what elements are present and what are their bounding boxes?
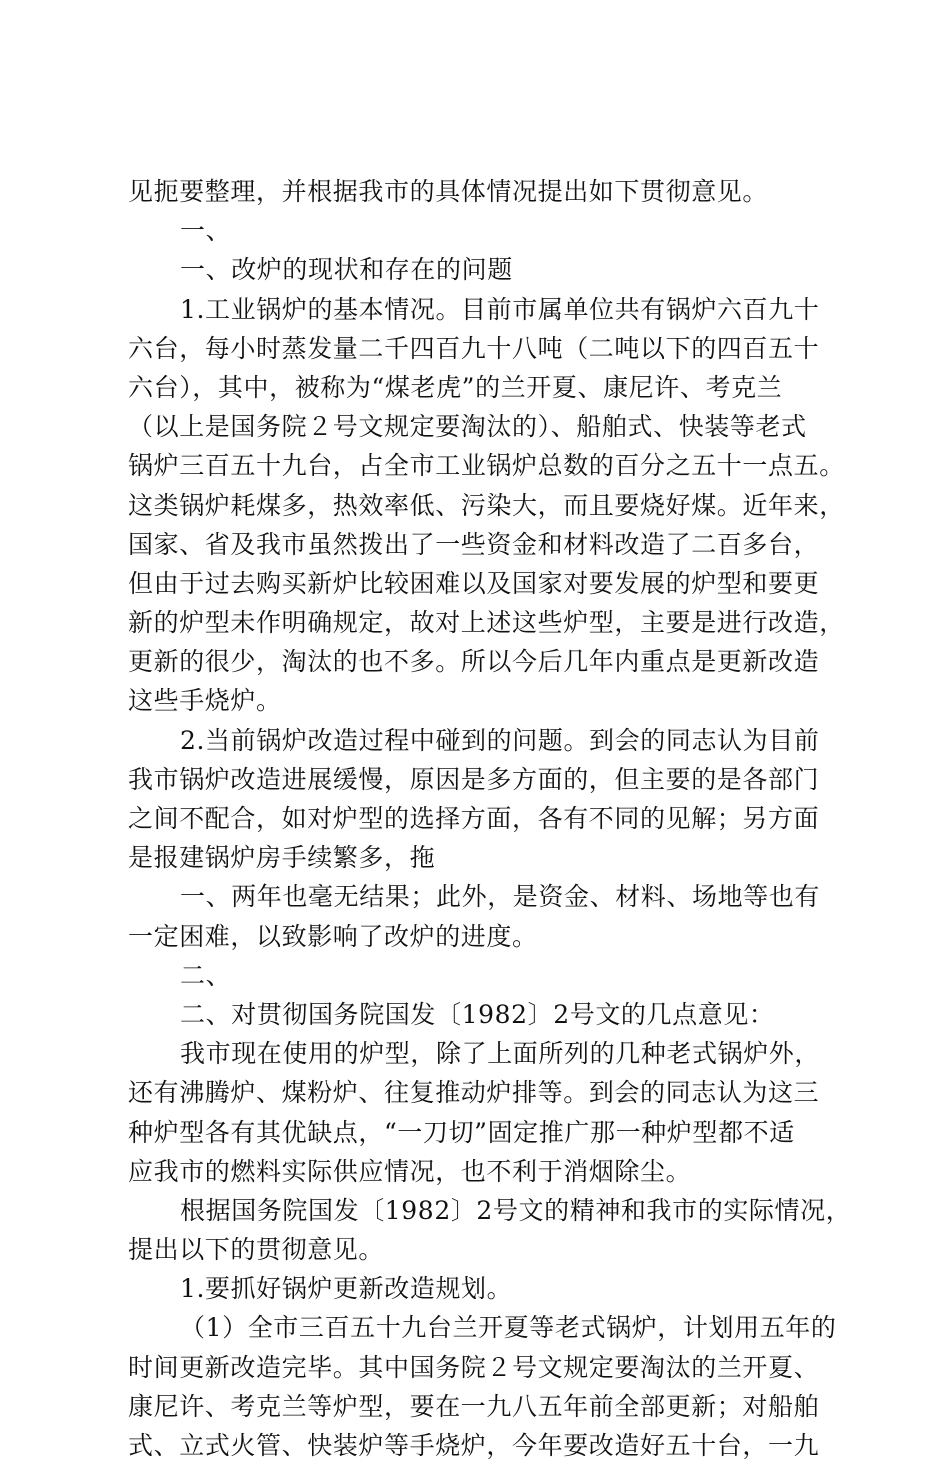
section-marker: 一、 (180, 216, 232, 246)
text-line: 新的炉型未作明确规定，故对上述这些炉型，主要是进行改造， (128, 608, 845, 638)
text-line: 国家、省及我市虽然拨出了一些资金和材料改造了二百多台， (128, 529, 820, 559)
text-line: 提出以下的贯彻意见。 (128, 1235, 385, 1265)
text-line: 锅炉三百五十九台，占全市工业锅炉总数的百分之五十一点五。 (128, 451, 845, 481)
text-line: 更新的很少，淘汰的也不多。所以今后几年内重点是更新改造 (128, 647, 820, 677)
text-line: 种炉型各有其优缺点，“一刀切”固定推广那一种炉型都不适 (128, 1117, 795, 1147)
text-line: 时间更新改造完毕。其中国务院２号文规定要淘汰的兰开夏、 (128, 1352, 820, 1382)
text-line: 我市锅炉改造进展缓慢，原因是多方面的，但主要的是各部门 (128, 764, 820, 794)
text-line: 是报建锅炉房手续繁多，拖 (128, 843, 436, 873)
section-heading: 一、改炉的现状和存在的问题 (180, 255, 513, 285)
text-line: 六台，每小时蒸发量二千四百九十八吨（二吨以下的四百五十 (128, 333, 820, 363)
text-line: 应我市的燃料实际供应情况，也不利于消烟除尘。 (128, 1156, 692, 1186)
paragraph-start: 一、两年也毫无结果；此外，是资金、材料、场地等也有 (180, 882, 821, 912)
text-line: 一定困难，以致影响了改炉的进度。 (128, 921, 538, 951)
text-line: 六台），其中，被称为“煤老虎”的兰开夏、康尼许、考克兰 (128, 372, 783, 402)
text-line: 还有沸腾炉、煤粉炉、往复推动炉排等。到会的同志认为这三 (128, 1078, 820, 1108)
text-line: 这类锅炉耗煤多，热效率低、污染大，而且要烧好煤。近年来， (128, 490, 845, 520)
paragraph-start: 2.当前锅炉改造过程中碰到的问题。到会的同志认为目前 (180, 725, 820, 755)
text-line: （以上是国务院２号文规定要淘汰的）、船舶式、快装等老式 (128, 412, 807, 442)
paragraph-start: 根据国务院国发〔1982〕2号文的精神和我市的实际情况， (180, 1195, 852, 1225)
text-line: 式、立式火管、快装炉等手烧炉，今年要改造好五十台，一九 (128, 1431, 820, 1460)
document-body (128, 172, 852, 1465)
paragraph-start: 1.要抓好锅炉更新改造规划。 (180, 1274, 513, 1304)
text-line: 之间不配合，如对炉型的选择方面，各有不同的见解；另方面 (128, 804, 820, 833)
paragraph-start: 我市现在使用的炉型，除了上面所列的几种老式锅炉外， (180, 1039, 821, 1069)
text-line: 康尼许、考克兰等炉型，要在一九八五年前全部更新；对船舶 (128, 1391, 820, 1421)
section-heading: 二、对贯彻国务院国发〔1982〕2号文的几点意见： (180, 999, 775, 1029)
text-line: 见扼要整理，并根据我市的具体情况提出如下贯彻意见。 (128, 177, 769, 206)
text-line: 这些手烧炉。 (128, 686, 282, 716)
text-line: 但由于过去购买新炉比较困难以及国家对要发展的炉型和要更 (128, 568, 820, 598)
paragraph-start: 1.工业锅炉的基本情况。目前市属单位共有锅炉六百九十 (180, 294, 820, 324)
section-marker: 二、 (180, 960, 232, 990)
paragraph-start: （1）全市三百五十九台兰开夏等老式锅炉，计划用五年的 (180, 1313, 837, 1343)
